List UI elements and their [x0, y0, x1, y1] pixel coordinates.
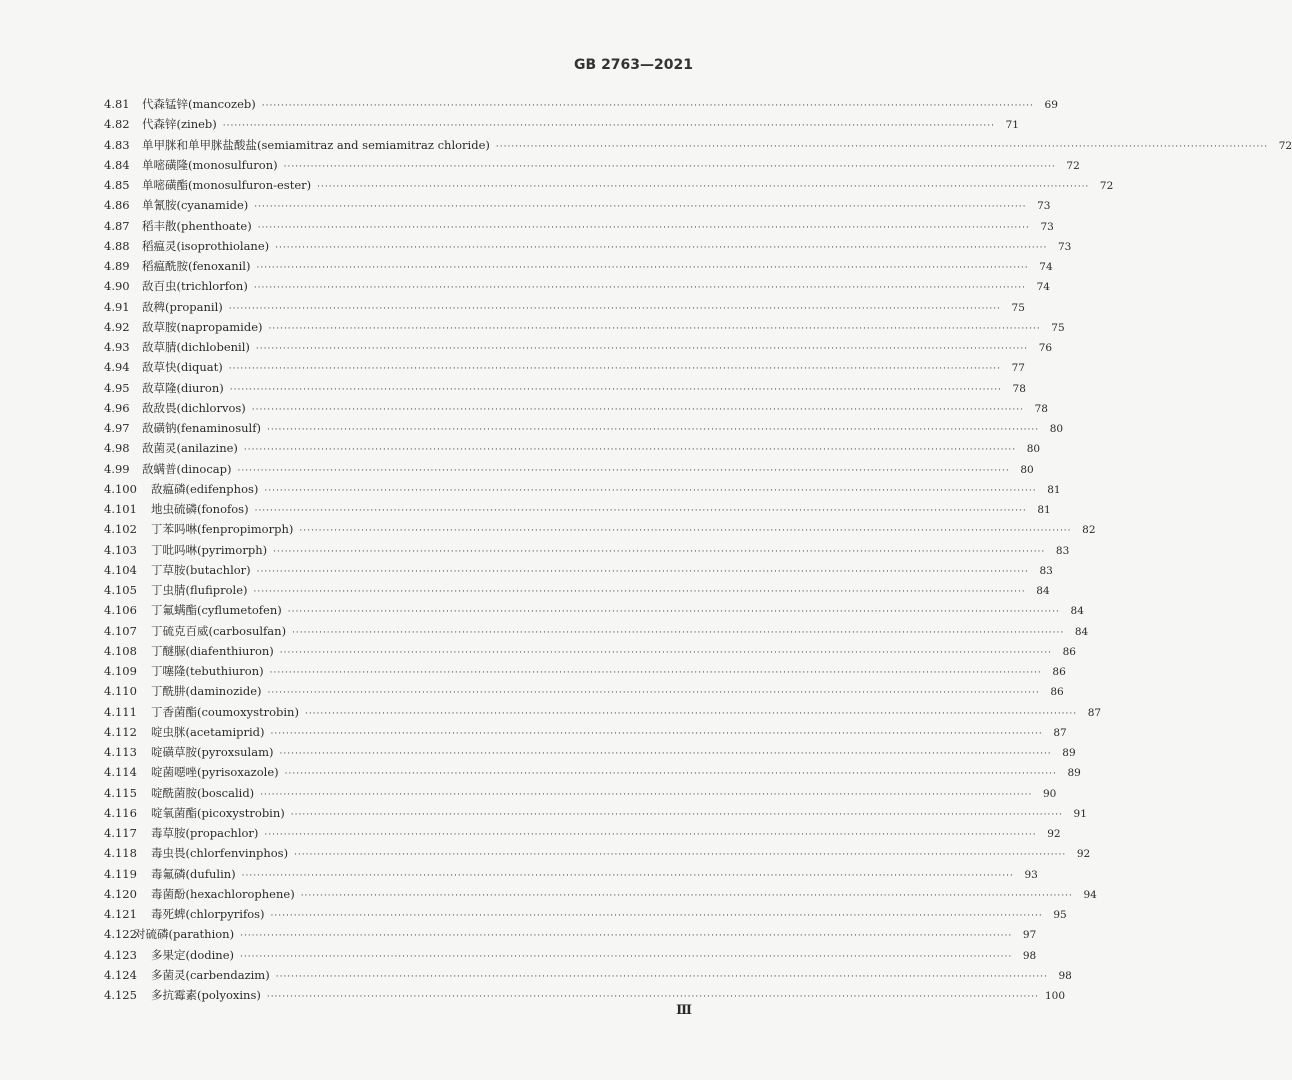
toc-entry-number: 4.85	[104, 178, 130, 192]
toc-entry-number: 4.87	[104, 218, 130, 233]
toc-entry-number: 4.105	[104, 583, 137, 597]
toc-entry-page: 69	[1044, 99, 1058, 111]
toc-leader-dots: ········································································································································································································	[279, 749, 1052, 759]
toc-entry-number: 4.110	[104, 684, 137, 699]
toc-entry-page: 75	[1051, 321, 1065, 334]
toc-entry-number: 4.113	[104, 745, 137, 759]
toc-entry-title: 稻瘟灵(isoprothiolane)	[142, 238, 270, 253]
toc-entry[interactable]	[104, 924, 1037, 944]
toc-entry-page: 94	[1083, 888, 1097, 901]
toc-leader-dots: ········································································································································································································	[243, 445, 1017, 456]
toc-entry-title: 丁氟螨酯(cyflumetofen)	[151, 603, 282, 618]
toc-entry-title: 对硫磷(parathion)	[134, 927, 235, 942]
toc-entry[interactable]	[104, 560, 1053, 580]
toc-entry-page: 80	[1049, 423, 1064, 435]
toc-entry-page: 80	[1020, 463, 1034, 476]
toc-entry-page: 72	[1278, 139, 1292, 152]
toc-entry[interactable]	[104, 965, 1072, 985]
toc-entry-number: 4.86	[104, 198, 130, 213]
toc-entry-title: 单氰胺(cyanamide)	[142, 198, 249, 213]
toc-entry[interactable]	[104, 843, 1091, 863]
toc-entry[interactable]	[104, 600, 1084, 620]
toc-entry-page: 86	[1062, 645, 1076, 658]
toc-entry[interactable]	[104, 641, 1076, 661]
toc-entry-number: 4.99	[104, 461, 130, 476]
toc-leader-dots: ········································································································································································································	[290, 809, 1063, 820]
toc-entry[interactable]	[104, 357, 1025, 377]
toc-leader-dots: ········································································································································································································	[253, 283, 1026, 294]
toc-entry[interactable]	[104, 580, 1050, 600]
toc-entry-title: 代森锌(zineb)	[142, 117, 217, 132]
toc-entry-number: 4.89	[104, 259, 130, 273]
toc-entry[interactable]	[104, 519, 1096, 539]
toc-entry-number: 4.107	[104, 623, 137, 638]
toc-entry[interactable]	[104, 702, 1102, 722]
toc-entry-number: 4.117	[104, 826, 137, 840]
toc-entry-number: 4.102	[104, 522, 137, 537]
toc-entry[interactable]	[104, 438, 1041, 458]
toc-entry-title: 单嘧磺隆(monosulfuron)	[142, 157, 278, 172]
toc-entry-number: 4.114	[104, 765, 137, 780]
toc-entry-title: 代森锰锌(mancozeb)	[142, 97, 256, 111]
toc-leader-dots: ········································································································································································································	[241, 870, 1014, 881]
toc-leader-dots: ········································································································································································································	[264, 830, 1037, 840]
toc-entry-title: 稻瘟酰胺(fenoxanil)	[142, 259, 251, 273]
toc-entry-page: 76	[1038, 342, 1053, 354]
toc-entry-number: 4.97	[104, 421, 130, 435]
toc-leader-dots: ········································································································································································································	[228, 364, 1001, 375]
toc-entry-title: 敌百虫(trichlorfon)	[142, 279, 248, 294]
toc-entry-page: 98	[1022, 949, 1037, 962]
toc-entry-page: 83	[1039, 564, 1053, 577]
toc-entry[interactable]	[104, 418, 1064, 438]
toc-entry-page: 74	[1036, 281, 1050, 294]
toc-entry-page: 81	[1037, 504, 1051, 516]
toc-entry[interactable]	[104, 155, 1080, 175]
toc-entry-page: 92	[1076, 848, 1091, 861]
toc-entry-title: 地虫硫磷(fonofos)	[151, 502, 249, 516]
toc-entry-number: 4.98	[104, 441, 130, 456]
toc-entry[interactable]	[104, 884, 1097, 904]
toc-leader-dots: ········································································································································································································	[300, 890, 1073, 901]
toc-entry[interactable]	[104, 276, 1050, 296]
toc-entry[interactable]	[104, 135, 1292, 155]
toc-entry[interactable]	[104, 499, 1051, 519]
toc-entry-number: 4.124	[104, 967, 137, 982]
toc-entry-number: 4.111	[104, 704, 137, 719]
toc-leader-dots: ········································································································································································································	[257, 222, 1030, 233]
toc-leader-dots: ········································································································································································································	[264, 485, 1037, 496]
toc-leader-dots: ········································································································································································································	[256, 566, 1029, 577]
toc-entry[interactable]	[104, 742, 1076, 762]
toc-entry[interactable]	[104, 459, 1034, 479]
toc-entry-page: 78	[1012, 382, 1026, 395]
toc-entry-number: 4.104	[104, 562, 137, 577]
toc-entry[interactable]	[104, 94, 1058, 114]
toc-leader-dots: ········································································································································································································	[240, 931, 1013, 942]
toc-entry-title: 丁虫腈(flufiprole)	[151, 583, 248, 597]
toc-entry-title: 啶虫脒(acetamiprid)	[151, 724, 265, 739]
toc-leader-dots: ········································································································································································································	[253, 587, 1026, 597]
toc-entry-page: 74	[1039, 261, 1053, 273]
toc-entry-title: 敌草腈(dichlobenil)	[142, 340, 250, 354]
toc-entry[interactable]	[104, 823, 1061, 843]
toc-entry-number: 4.93	[104, 340, 130, 354]
toc-entry-page: 73	[1037, 200, 1051, 213]
toc-entry-page: 80	[1026, 443, 1041, 456]
toc-entry[interactable]	[104, 317, 1065, 337]
toc-entry-title: 单嘧磺酯(monosulfuron-ester)	[142, 178, 312, 192]
toc-entry-number: 4.101	[104, 502, 137, 516]
toc-entry-page: 73	[1057, 240, 1072, 253]
toc-entry-title: 啶氧菌酯(picoxystrobin)	[151, 805, 285, 820]
toc-entry-page: 100	[1045, 990, 1066, 1002]
toc-leader-dots: ········································································································································································································	[283, 161, 1056, 172]
toc-entry-title: 丁硫克百威(carbosulfan)	[151, 623, 287, 638]
toc-entry-title: 毒草胺(propachlor)	[151, 826, 259, 840]
toc-entry-number: 4.82	[104, 117, 130, 132]
toc-entry-number: 4.123	[104, 947, 137, 962]
toc-leader-dots: ········································································································································································································	[317, 182, 1090, 192]
toc-entry-title: 敌瘟磷(edifenphos)	[151, 481, 259, 496]
toc-leader-dots: ········································································································································································································	[273, 546, 1046, 557]
toc-entry-number: 4.119	[104, 866, 137, 881]
toc-entry-number: 4.118	[104, 846, 137, 861]
toc-entry-title: 敌螨普(dinocap)	[142, 461, 232, 476]
toc-entry-title: 多菌灵(carbendazim)	[151, 967, 270, 982]
toc-entry-number: 4.100	[104, 481, 137, 496]
toc-entry-title: 丁吡吗啉(pyrimorph)	[151, 542, 268, 557]
toc-entry-number: 4.84	[104, 157, 130, 172]
toc-entry-page: 89	[1067, 767, 1081, 780]
toc-leader-dots: ········································································································································································································	[270, 911, 1043, 921]
toc-entry-page: 83	[1055, 544, 1070, 557]
toc-leader-dots: ········································································································································································································	[299, 526, 1072, 537]
toc-entry-page: 98	[1058, 969, 1072, 982]
toc-entry-title: 敌稗(propanil)	[142, 299, 223, 314]
toc-entry-page: 89	[1062, 747, 1076, 759]
toc-entry-page: 86	[1052, 666, 1066, 678]
toc-entry-page: 97	[1022, 929, 1037, 942]
toc-entry-page: 78	[1034, 402, 1048, 415]
toc-entry-page: 95	[1053, 909, 1067, 921]
toc-entry-page: 87	[1053, 726, 1067, 739]
toc-leader-dots: ········································································································································································································	[269, 668, 1042, 678]
toc-entry[interactable]	[104, 256, 1053, 276]
toc-entry-title: 丁噻隆(tebuthiuron)	[151, 664, 264, 678]
toc-entry-number: 4.94	[104, 360, 130, 375]
toc-entry-page: 87	[1087, 706, 1102, 719]
toc-leader-dots: ········································································································································································································	[292, 627, 1065, 638]
toc-leader-dots: ········································································································································································································	[294, 850, 1067, 861]
toc-entry-title: 毒虫畏(chlorfenvinphos)	[151, 846, 289, 861]
toc-leader-dots: ········································································································································································································	[260, 789, 1033, 800]
table-of-contents	[104, 94, 1292, 1005]
toc-entry-title: 毒菌酚(hexachlorophene)	[151, 886, 295, 901]
toc-entry-title: 毒死蜱(chlorpyrifos)	[151, 907, 265, 921]
toc-entry-page: 93	[1024, 868, 1038, 881]
toc-entry-number: 4.125	[104, 988, 137, 1002]
toc-entry-title: 毒氟磷(dufulin)	[151, 866, 236, 881]
toc-entry[interactable]	[104, 864, 1038, 884]
toc-leader-dots: ········································································································································································································	[255, 344, 1029, 354]
toc-entry-page: 73	[1040, 220, 1054, 233]
toc-leader-dots: ········································································································································································································	[279, 647, 1052, 658]
toc-entry[interactable]	[104, 945, 1037, 965]
toc-entry[interactable]	[104, 803, 1087, 823]
toc-entry-title: 丁苯吗啉(fenpropimorph)	[151, 522, 294, 537]
toc-entry-title: 敌磺钠(fenaminosulf)	[142, 421, 261, 435]
toc-entry-page: 75	[1011, 301, 1025, 314]
toc-leader-dots: ········································································································································································································	[266, 992, 1039, 1002]
toc-entry-title: 敌草快(diquat)	[142, 360, 223, 375]
toc-entry[interactable]	[104, 540, 1070, 560]
toc-leader-dots: ········································································································································································································	[268, 323, 1041, 334]
toc-entry[interactable]	[104, 175, 1114, 195]
toc-entry-title: 丁草胺(butachlor)	[151, 562, 251, 577]
toc-entry-title: 单甲脒和单甲脒盐酸盐(semiamitraz and semiamitraz chloride)	[142, 137, 490, 152]
toc-leader-dots: ········································································································································································································	[284, 769, 1057, 780]
toc-leader-dots: ········································································································································································································	[254, 202, 1027, 213]
toc-entry-title: 稻丰散(phenthoate)	[142, 218, 252, 233]
toc-entry[interactable]	[104, 661, 1066, 681]
toc-leader-dots: ········································································································································································································	[261, 101, 1034, 111]
toc-entry-title: 丁香菌酯(coumoxystrobin)	[151, 704, 299, 719]
toc-entry-number: 4.109	[104, 664, 137, 678]
toc-leader-dots: ········································································································································································································	[222, 121, 995, 132]
toc-entry[interactable]	[104, 479, 1061, 499]
toc-entry[interactable]	[104, 904, 1067, 924]
toc-leader-dots: ········································································································································································································	[304, 708, 1078, 719]
toc-entry[interactable]	[104, 216, 1054, 236]
toc-entry-number: 4.122	[104, 927, 137, 942]
toc-leader-dots: ········································································································································································································	[229, 384, 1002, 395]
toc-entry-page: 84	[1070, 605, 1084, 618]
toc-entry-number: 4.95	[104, 380, 130, 395]
toc-leader-dots: ········································································································································································································	[256, 263, 1029, 273]
toc-entry[interactable]	[104, 621, 1089, 641]
toc-entry[interactable]	[104, 762, 1081, 782]
toc-entry[interactable]	[104, 783, 1057, 803]
toc-entry-number: 4.108	[104, 643, 137, 658]
toc-entry-title: 啶菌噁唑(pyrisoxazole)	[151, 765, 279, 780]
toc-entry[interactable]	[104, 236, 1072, 256]
toc-entry-page: 92	[1047, 828, 1061, 840]
toc-entry[interactable]	[104, 337, 1053, 357]
toc-leader-dots: ········································································································································································································	[287, 607, 1060, 618]
toc-entry-page: 77	[1011, 362, 1025, 375]
toc-leader-dots: ········································································································································································································	[240, 951, 1013, 962]
toc-entry-number: 4.88	[104, 238, 130, 253]
toc-entry-page: 84	[1074, 625, 1089, 638]
toc-entry-number: 4.81	[104, 97, 130, 111]
toc-entry-page: 91	[1073, 807, 1087, 820]
toc-leader-dots: ········································································································································································································	[237, 465, 1010, 476]
document-standard-number: GB 2763—2021	[574, 57, 693, 73]
toc-entry-title: 敌草隆(diuron)	[142, 380, 224, 395]
toc-entry-page: 90	[1042, 787, 1057, 800]
toc-leader-dots: ········································································································································································································	[228, 303, 1001, 314]
toc-entry-page: 86	[1050, 686, 1064, 699]
toc-entry[interactable]	[104, 297, 1025, 317]
toc-leader-dots: ········································································································································································································	[275, 971, 1048, 982]
toc-entry-title: 敌菌灵(anilazine)	[142, 441, 238, 456]
toc-entry-title: 丁醚脲(diafenthiuron)	[151, 643, 274, 658]
toc-entry[interactable]	[104, 195, 1051, 215]
toc-entry-number: 4.91	[104, 299, 130, 314]
toc-entry-title: 敌敌畏(dichlorvos)	[142, 400, 246, 415]
toc-entry-title: 敌草胺(napropamide)	[142, 319, 263, 334]
toc-entry-page: 81	[1047, 483, 1061, 496]
toc-entry-page: 84	[1036, 585, 1050, 597]
toc-entry-title: 啶酰菌胺(boscalid)	[151, 785, 255, 800]
toc-entry[interactable]	[104, 985, 1066, 1005]
toc-entry-title: 啶磺草胺(pyroxsulam)	[151, 745, 274, 759]
toc-entry-number: 4.92	[104, 319, 130, 334]
toc-entry-number: 4.96	[104, 400, 130, 415]
toc-leader-dots: ········································································································································································································	[267, 688, 1040, 699]
toc-entry[interactable]	[104, 722, 1067, 742]
toc-entry-page: 71	[1005, 119, 1019, 132]
toc-entry-title: 丁酰肼(daminozide)	[151, 684, 262, 699]
toc-entry-number: 4.83	[104, 137, 130, 152]
toc-leader-dots: ········································································································································································································	[254, 506, 1027, 516]
toc-entry-number: 4.120	[104, 886, 137, 901]
toc-entry-page: 82	[1082, 524, 1096, 537]
toc-entry-number: 4.121	[104, 907, 137, 921]
toc-leader-dots: ········································································································································································································	[275, 242, 1048, 253]
toc-leader-dots: ········································································································································································································	[495, 141, 1269, 152]
toc-leader-dots: ········································································································································································································	[266, 425, 1040, 435]
toc-entry-title: 多果定(dodine)	[151, 947, 235, 962]
toc-entry[interactable]	[104, 681, 1064, 701]
toc-entry-number: 4.90	[104, 279, 130, 294]
toc-leader-dots: ········································································································································································································	[270, 728, 1043, 739]
toc-entry-number: 4.112	[104, 724, 137, 739]
toc-entry-number: 4.116	[104, 805, 137, 820]
toc-entry-number: 4.106	[104, 603, 137, 618]
toc-entry[interactable]	[104, 398, 1048, 418]
toc-entry-page: 72	[1066, 159, 1080, 172]
toc-entry-number: 4.103	[104, 542, 137, 557]
toc-entry-number: 4.115	[104, 785, 137, 800]
toc-leader-dots: ········································································································································································································	[251, 404, 1024, 415]
page-number-roman: Ⅲ	[676, 1003, 691, 1018]
toc-entry-page: 72	[1099, 180, 1114, 192]
toc-entry[interactable]	[104, 114, 1019, 134]
toc-entry[interactable]	[104, 378, 1026, 398]
toc-entry-title: 多抗霉素(polyoxins)	[151, 988, 261, 1002]
